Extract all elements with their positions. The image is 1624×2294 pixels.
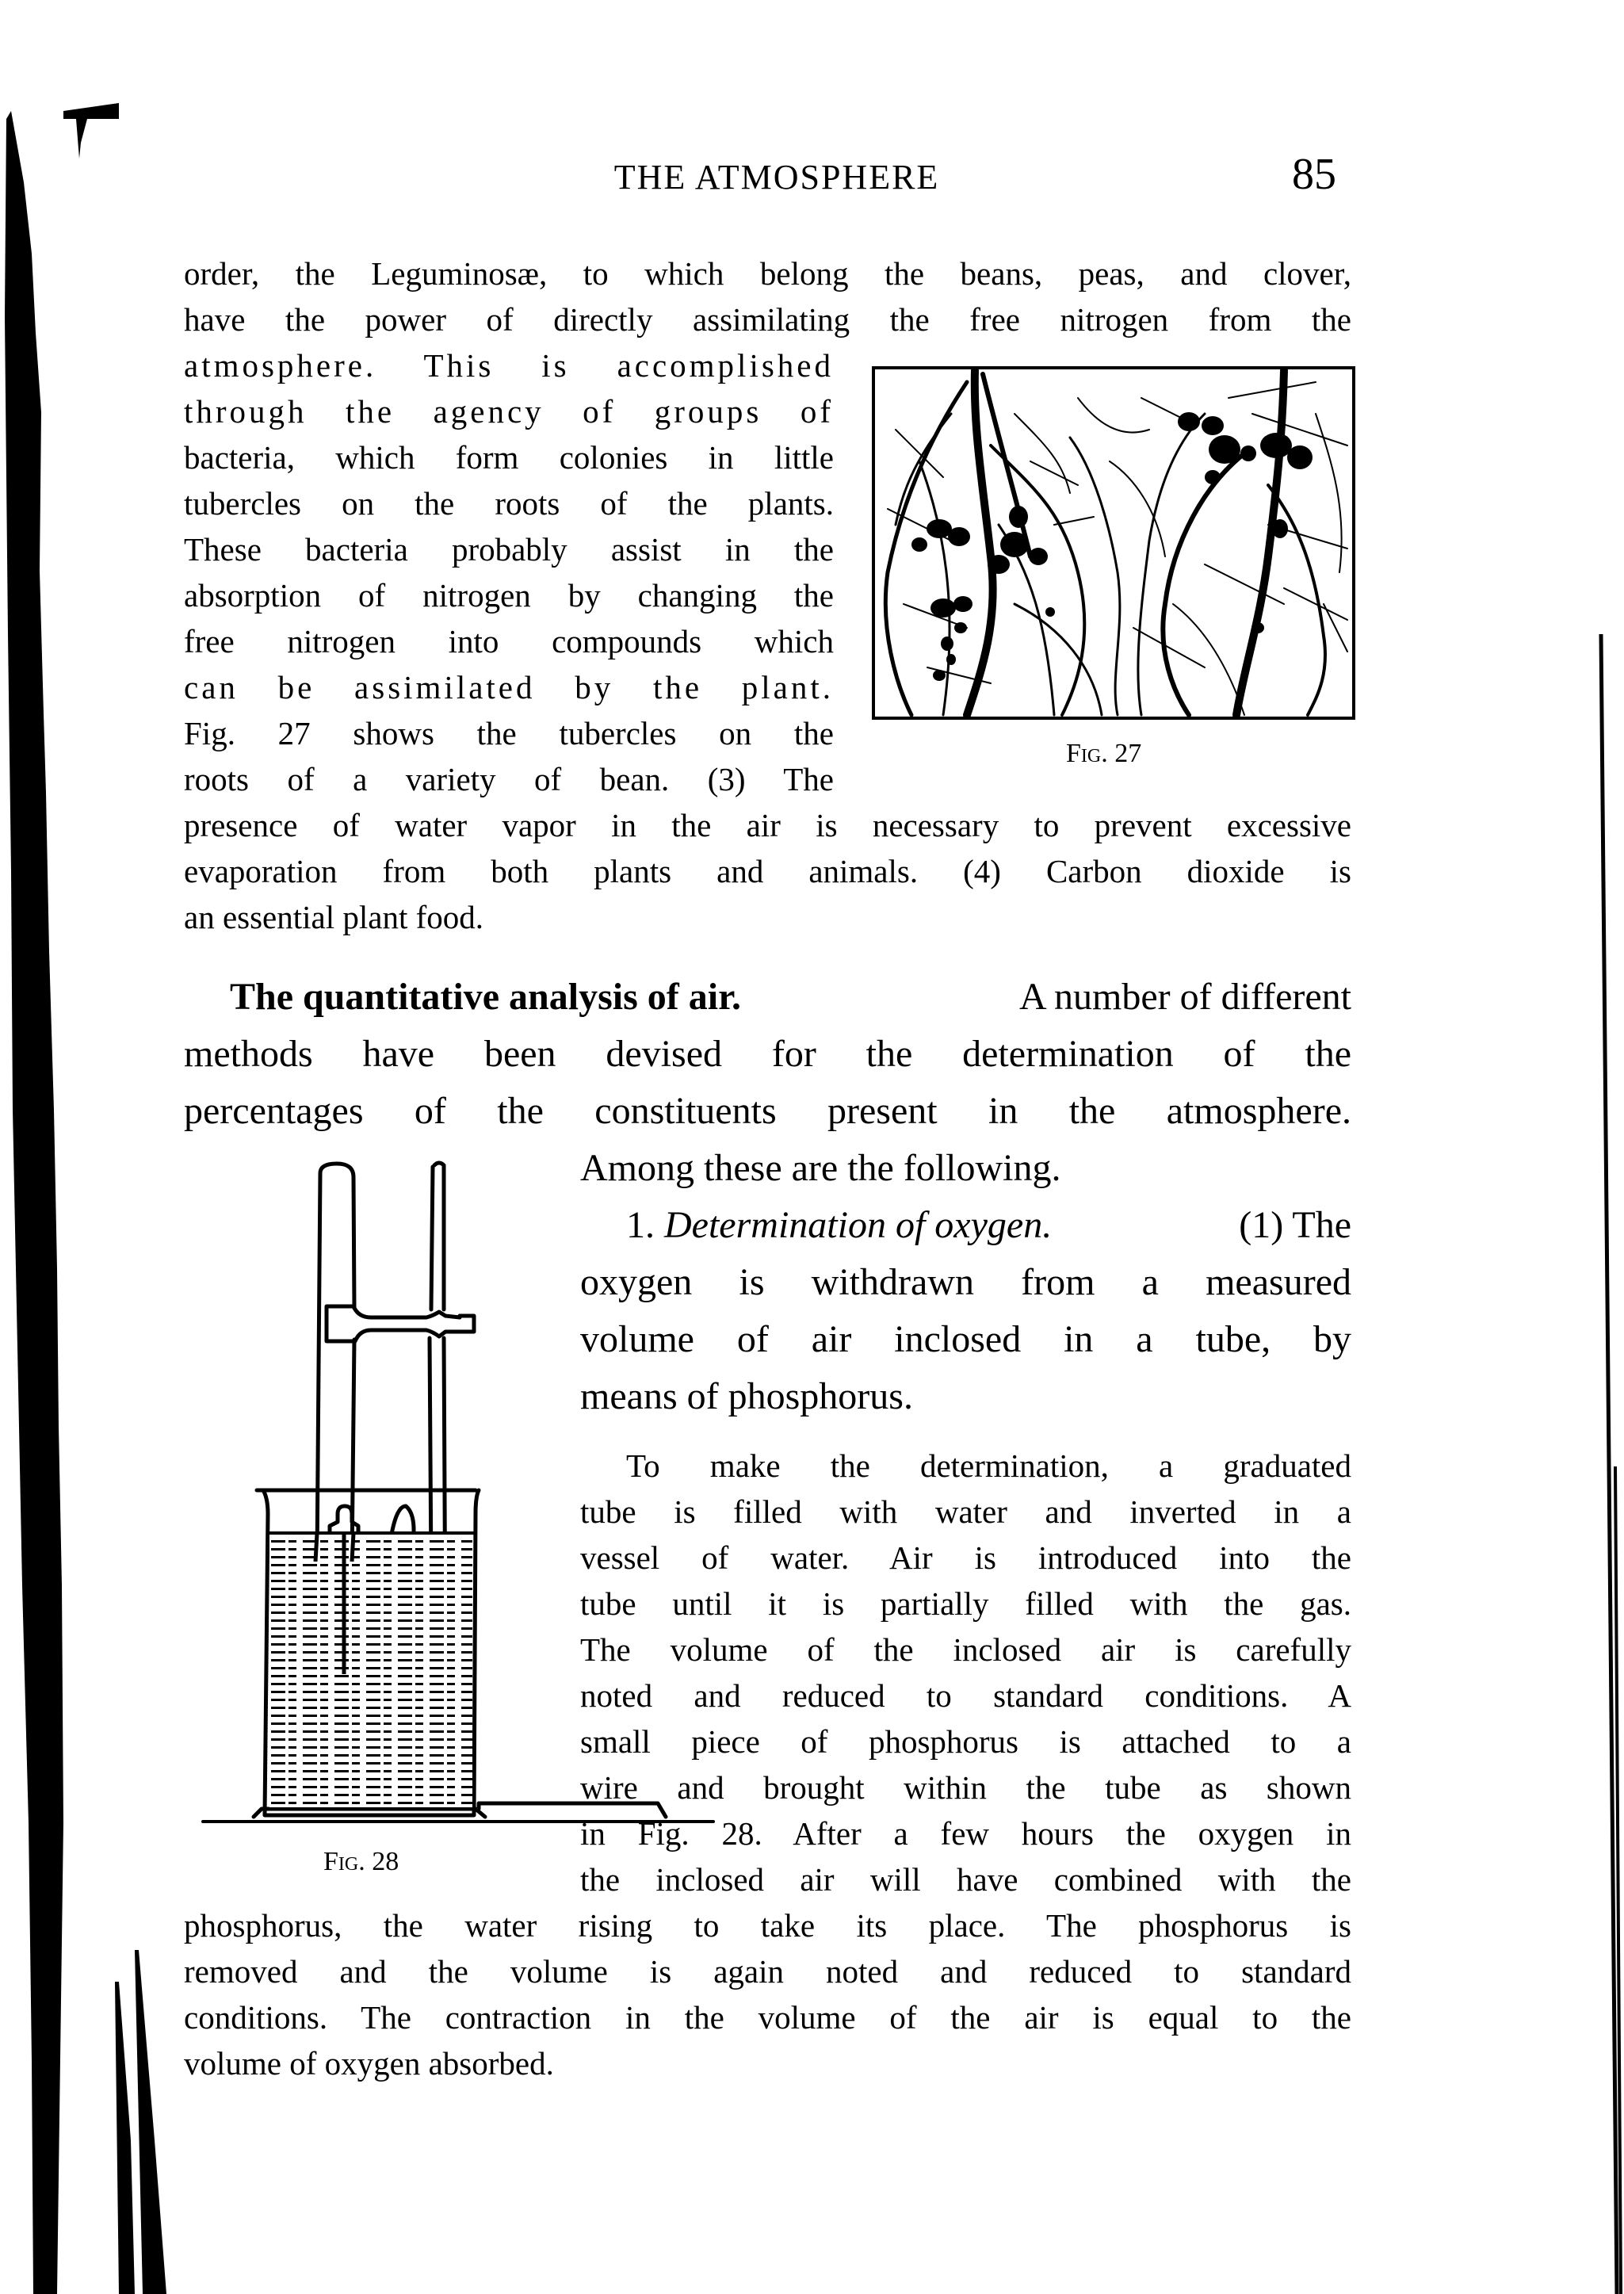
text-line: the inclosed air will have combined with the bbox=[580, 1861, 1351, 1898]
text-line: removed and the volume is again noted and reduced to standard bbox=[184, 1953, 1351, 1990]
text-line: roots of a variety of bean. (3) The bbox=[184, 761, 834, 797]
text-line: in Fig. 28. After a few hours the oxygen in bbox=[580, 1815, 1351, 1852]
running-title: THE ATMOSPHERE bbox=[613, 158, 940, 197]
text-line: To make the determination, a graduated bbox=[626, 1447, 1351, 1484]
text-line: oxygen is withdrawn from a measured bbox=[580, 1261, 1351, 1303]
figure-27 bbox=[872, 366, 1355, 720]
text-line: tube until it is partially filled with the gas. bbox=[580, 1585, 1351, 1622]
text-line: an essential plant food. bbox=[184, 899, 484, 935]
text-line: small piece of phosphorus is attached to a bbox=[580, 1723, 1351, 1760]
text-line: volume of air inclosed in a tube, by bbox=[580, 1318, 1351, 1360]
text-line: volume of oxygen absorbed. bbox=[184, 2045, 554, 2082]
text-line: atmosphere. This is accomplished bbox=[184, 347, 834, 384]
page-number: 85 bbox=[1292, 150, 1336, 199]
text-line: bacteria, which form colonies in little bbox=[184, 439, 834, 476]
section-intro-start: A number of different bbox=[1019, 976, 1351, 1018]
figure-28-caption: Fig. 28 bbox=[323, 1847, 399, 1876]
oxygen-apparatus-illustration bbox=[174, 1134, 571, 1847]
text-line: can be assimilated by the plant. bbox=[184, 669, 834, 705]
section-heading-line bbox=[230, 969, 1351, 1026]
text-line: Fig. 27 shows the tubercles on the bbox=[184, 715, 834, 751]
text-line: through the agency of groups of bbox=[184, 393, 834, 430]
text-line: noted and reduced to standard conditions. A bbox=[580, 1677, 1351, 1714]
text-fragment: (1) The bbox=[1239, 1204, 1351, 1246]
text-line: tubercles on the roots of the plants. bbox=[184, 485, 834, 522]
text-line: tube is filled with water and inverted in a bbox=[580, 1493, 1351, 1530]
text-line: conditions. The contraction in the volume of the air is equal to the bbox=[184, 1999, 1351, 2036]
figure-28 bbox=[174, 1134, 571, 1847]
figure-27-caption: Fig. 27 bbox=[1066, 739, 1142, 768]
subsection-heading-line bbox=[626, 1197, 1351, 1254]
bean-roots-illustration bbox=[872, 366, 1355, 720]
text-line: phosphorus, the water rising to take its place. The phosphorus is bbox=[184, 1907, 1351, 1944]
text-line: order, the Leguminosæ, to which belong the beans, peas, and clover, bbox=[184, 255, 1351, 292]
text-line: methods have been devised for the determination of the bbox=[184, 1033, 1351, 1075]
text-line: free nitrogen into compounds which bbox=[184, 623, 834, 660]
subsection-title: Determination of oxygen. bbox=[664, 1204, 1053, 1246]
text-line: wire and brought within the tube as shown bbox=[580, 1769, 1351, 1806]
text-line: percentages of the constituents present in the atmosphere. bbox=[184, 1090, 1351, 1132]
text-line: have the power of directly assimilating the free nitrogen from the bbox=[184, 301, 1351, 338]
text-line: The volume of the inclosed air is carefully bbox=[580, 1631, 1351, 1668]
text-line: Among these are the following. bbox=[580, 1147, 1061, 1189]
section-heading: The quantitative analysis of air. bbox=[230, 976, 741, 1018]
text-line: presence of water vapor in the air is necessary to prevent excessive bbox=[184, 807, 1351, 843]
text-line: evaporation from both plants and animals. (4) Carbon dioxide is bbox=[184, 853, 1351, 889]
text-line: absorption of nitrogen by changing the bbox=[184, 577, 834, 614]
text-line: vessel of water. Air is introduced into the bbox=[580, 1539, 1351, 1576]
text-line: means of phosphorus. bbox=[580, 1375, 913, 1417]
text-line: These bacteria probably assist in the bbox=[184, 531, 834, 568]
subsection-number: 1. bbox=[626, 1204, 655, 1246]
